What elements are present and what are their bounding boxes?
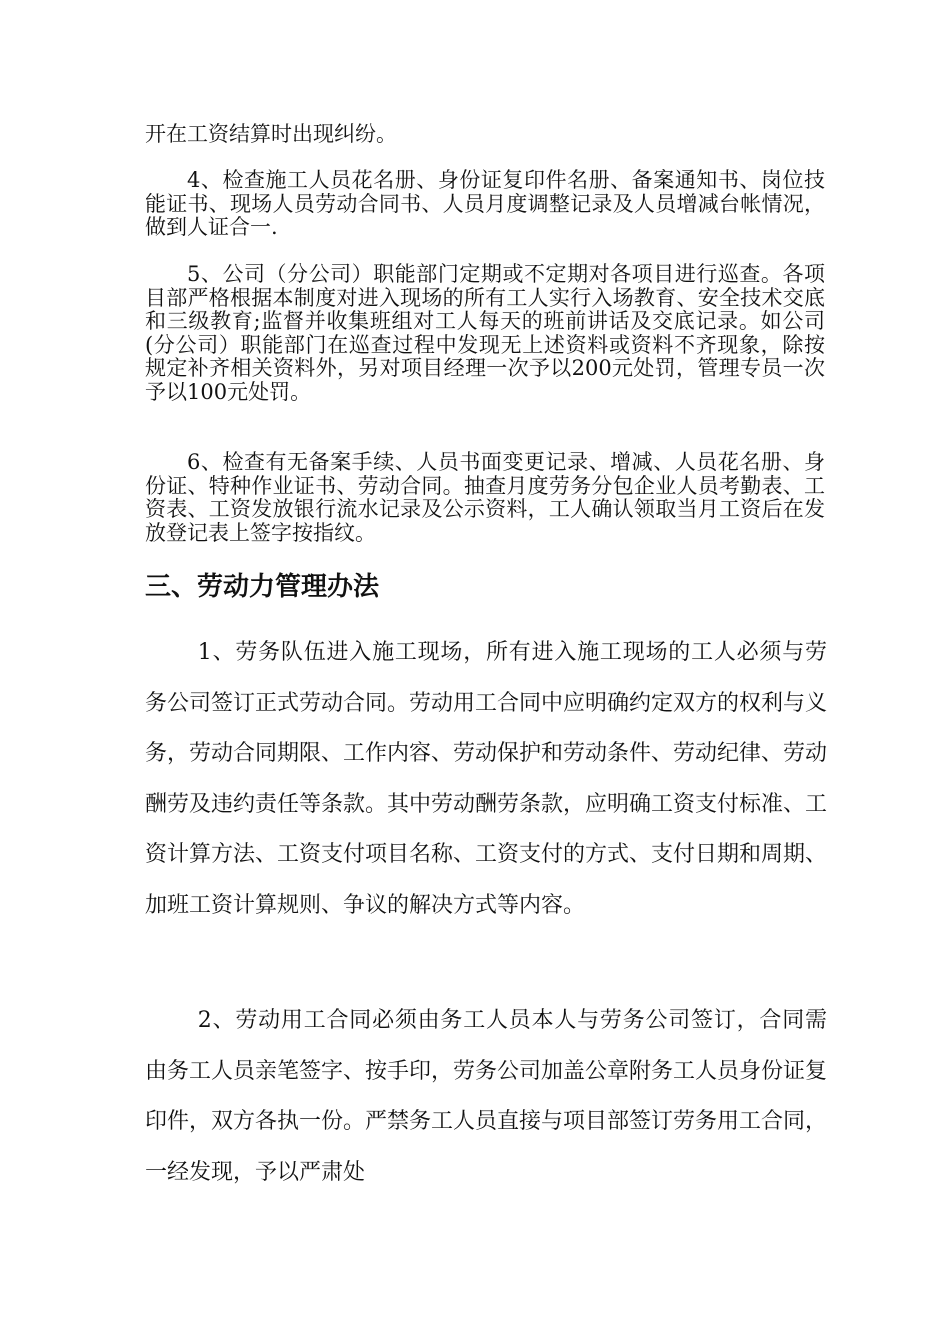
section-heading: 三、劳动力管理办法 (145, 572, 380, 602)
paragraph-item-1: 1、劳务队伍进入施工现场，所有进入施工现场的工人必须与劳务公司签订正式劳动合同。劳动用工合同中应明确约定双方的权利与义务，劳动合同期限、工作内容、劳动保护和劳动条件、劳动纪律、劳动酬劳及违约责任等条款。其中劳动酬劳条款，应明确工资支付标准、工资计算方法、工资支付项目名称、工资支付的方式、支付日期和周期、加班工资计算规则、争议的解决方式等内容。 (145, 640, 828, 918)
paragraph-item-6: 6、检查有无备案手续、人员书面变更记录、增减、人员花名册、身份证、特种作业证书、劳动合同。抽查月度劳务分包企业人员考勤表、工资表、工资发放银行流水记录及公示资料，工人确认领取当月工资后在发放登记表上签字按指纹。 (145, 450, 825, 545)
paragraph-item-4: 4、检查施工人员花名册、身份证复印件名册、备案通知书、岗位技能证书、现场人员劳动合同书、人员月度调整记录及人员增减台帐情况，做到人证合一. (145, 168, 825, 239)
paragraph-continuation: 开在工资结算时出现纠纷。 (145, 122, 397, 146)
paragraph-item-2: 2、劳动用工合同必须由务工人员本人与劳务公司签订，合同需由务工人员亲笔签字、按手印，劳务公司加盖公章附务工人员身份证复印件，双方各执一份。严禁务工人员直接与项目部签订劳务用工合同，一经发现，予以严肃处 (145, 1008, 828, 1185)
paragraph-item-5: 5、公司（分公司）职能部门定期或不定期对各项目进行巡查。各项目部严格根据本制度对进入现场的所有工人实行入场教育、安全技术交底和三级教育;监督并收集班组对工人每天的班前讲话及交底记录。如公司(分公司）职能部门在巡查过程中发现无上述资料或资料不齐现象，除按规定补齐相关资料外，另对项目经理一次予以200元处罚，管理专员一次予以100元处罚。 (145, 262, 825, 404)
